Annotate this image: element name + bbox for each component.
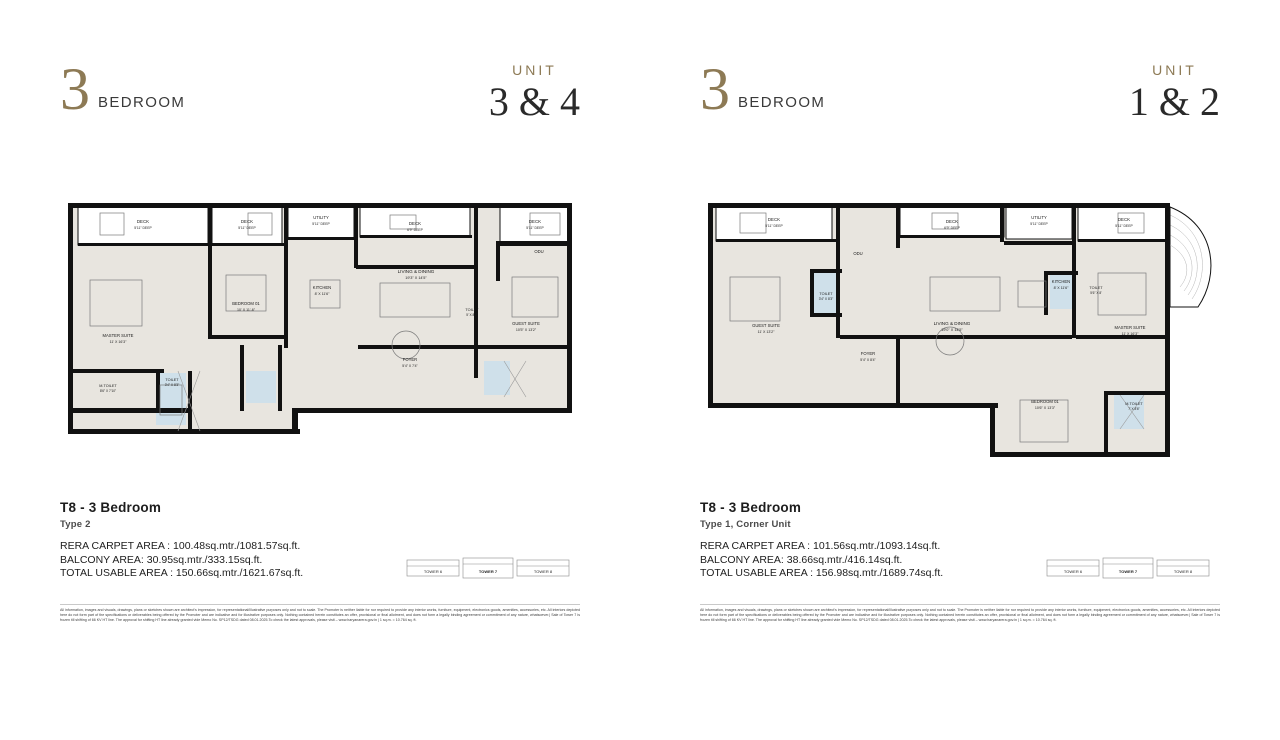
svg-text:FOYER: FOYER	[402, 357, 418, 362]
svg-text:11' X 16'3": 11' X 16'3"	[1121, 332, 1139, 336]
svg-text:5' X 8'3": 5' X 8'3"	[466, 313, 478, 317]
svg-text:5'11" DEEP: 5'11" DEEP	[134, 226, 152, 230]
svg-text:7' X 8'6": 7' X 8'6"	[1128, 407, 1140, 411]
svg-text:3'4" X 8'3": 3'4" X 8'3"	[164, 383, 180, 387]
bedroom-heading	[700, 56, 826, 122]
svg-text:UTILITY: UTILITY	[1031, 215, 1047, 220]
header-right	[700, 56, 1220, 140]
svg-text:6'9" DEEP: 6'9" DEEP	[407, 228, 423, 232]
keyplan-tower-7: TOWER 7	[478, 569, 498, 574]
svg-text:DECK: DECK	[408, 221, 422, 226]
unit-heading	[489, 62, 580, 124]
keyplan-tower-6: TOWER 6	[423, 569, 443, 574]
svg-text:DECK: DECK	[767, 217, 781, 222]
unit-number: 3 & 4	[488, 79, 580, 124]
unit-label: UNIT	[1152, 62, 1197, 78]
svg-text:M.TOILET: M.TOILET	[99, 384, 117, 388]
unit-label: UNIT	[512, 62, 557, 78]
svg-text:ODU: ODU	[853, 251, 863, 256]
svg-text:DECK: DECK	[240, 219, 254, 224]
svg-text:GUEST SUITE: GUEST SUITE	[512, 321, 540, 326]
svg-text:5'11" DEEP: 5'11" DEEP	[526, 226, 544, 230]
svg-text:BEDROOM 01: BEDROOM 01	[1031, 399, 1059, 404]
svg-text:10'5" X 13'2": 10'5" X 13'2"	[515, 328, 537, 332]
divider-right	[700, 604, 1220, 605]
svg-text:DECK: DECK	[1117, 217, 1131, 222]
svg-text:5'11" DEEP: 5'11" DEEP	[312, 222, 330, 226]
bedroom-label: BEDROOM	[738, 94, 826, 111]
keyplan-tower-6: TOWER 6	[1063, 569, 1083, 574]
keyplan-tower-8: TOWER 8	[1173, 569, 1193, 574]
disclaimer-right: All information, images and visuals, drawings, plans or sketches shown are architect's impression, for representational/illustrative purposes only and not to scale. The Promoter is neither liable for nor required to provide any interior works, furniture, equipment, electronics goods, amenities, accessories, etc. All interiors depicted here do not form part of the specifications or deliverables being offered by the Promoter and are indicative and for illustrative purposes only. Nothing contained herein constitutes an offer, provisional or final allotment, and does not form a legally binding agreement or commitment of any nature, whatsoever.| Sale of Tower 7 is frozen till shifting of 66 KV HT line. The approval for shifting HT line already granted vide Memo No. SP12/TSDG dated 08.01.2025.To check the latest approvals, please visit – www.haryanarera.gov.in | 1 sq.m. = 10.764 sq. ft.	[700, 608, 1220, 623]
svg-text:TOILET: TOILET	[819, 292, 833, 296]
svg-text:11' X 16'3": 11' X 16'3"	[109, 340, 127, 344]
disclaimer-left: All information, images and visuals, drawings, plans or sketches shown are architect's impression, for representational/illustrative purposes only and not to scale. The Promoter is neither liable for nor required to provide any interior works, furniture, equipment, electronics goods, amenities, accessories, etc. All interiors depicted here do not form part of the specifications or deliverables being offered by the Promoter and are indicative and for illustrative purposes only. Nothing contained herein constitutes an offer, provisional or final allotment, and does not form a legally binding agreement or commitment of any nature, whatsoever.| Sale of Tower 7 is frozen till shifting of 66 KV HT line. The approval for shifting HT line already granted vide Memo No. SP12/TSDG dated 08.01.2025.To check the latest approvals, please visit – www.haryanarera.gov.in | 1 sq.m. = 10.764 sq. ft.	[60, 608, 580, 623]
keyplan-tower-7: TOWER 7	[1118, 569, 1138, 574]
spec-balcony-area: BALCONY AREA: 38.66sq.mtr./416.14sq.ft.	[700, 553, 903, 566]
svg-text:KITCHEN: KITCHEN	[312, 285, 332, 290]
svg-text:TOILET: TOILET	[465, 308, 479, 312]
header-left	[60, 56, 580, 140]
svg-text:KITCHEN: KITCHEN	[1051, 279, 1071, 284]
svg-text:5'11" DEEP: 5'11" DEEP	[238, 226, 256, 230]
svg-text:8'6" X 7'10": 8'6" X 7'10"	[99, 389, 117, 393]
floorplan-drawing-right	[700, 185, 1220, 470]
key-plan-right	[1045, 552, 1220, 586]
svg-text:TOILET: TOILET	[165, 378, 179, 382]
spec-rera-area: RERA CARPET AREA : 101.56sq.mtr./1093.14sq.ft.	[700, 540, 941, 552]
svg-text:19'3" X 14'5": 19'3" X 14'5"	[405, 276, 427, 280]
svg-text:DECK: DECK	[136, 219, 150, 224]
spec-subtitle: Type 2	[60, 519, 91, 530]
svg-text:FOYER: FOYER	[860, 351, 876, 356]
bedroom-heading	[60, 56, 186, 122]
svg-text:8' X 11'6": 8' X 11'6"	[314, 292, 330, 296]
bedroom-count: 3	[60, 56, 90, 122]
spec-rera-area: RERA CARPET AREA : 100.48sq.mtr./1081.57sq.ft.	[60, 540, 301, 552]
svg-text:GUEST SUITE: GUEST SUITE	[752, 323, 780, 328]
svg-text:DECK: DECK	[528, 219, 542, 224]
svg-text:UTILITY: UTILITY	[313, 215, 329, 220]
spec-total-area: TOTAL USABLE AREA : 150.66sq.mtr./1621.67sq.ft.	[60, 567, 304, 579]
svg-text:LIVING & DINING: LIVING & DINING	[397, 269, 435, 274]
svg-text:5'11" DEEP: 5'11" DEEP	[765, 224, 783, 228]
svg-text:5'4" X 8'4": 5'4" X 8'4"	[860, 358, 876, 362]
svg-text:6'9" DEEP: 6'9" DEEP	[944, 226, 960, 230]
panel-unit-1-2	[640, 0, 1280, 740]
svg-text:11' X 13'2": 11' X 13'2"	[757, 330, 775, 334]
svg-text:10'6" X 13'3": 10'6" X 13'3"	[1034, 406, 1056, 410]
svg-text:19'0" X 14'5": 19'0" X 14'5"	[941, 328, 963, 332]
svg-text:8' X 11'6": 8' X 11'6"	[1053, 286, 1069, 290]
keyplan-tower-8: TOWER 8	[533, 569, 553, 574]
spec-title: T8 - 3 Bedroom	[60, 500, 162, 515]
svg-text:TOILET: TOILET	[1089, 286, 1103, 290]
bedroom-count: 3	[700, 56, 730, 122]
svg-text:LIVING & DINING: LIVING & DINING	[933, 321, 971, 326]
svg-text:ODU: ODU	[534, 249, 544, 254]
svg-text:DECK: DECK	[945, 219, 959, 224]
divider-left	[60, 604, 580, 605]
spec-total-area: TOTAL USABLE AREA : 156.98sq.mtr./1689.74sq.ft.	[700, 567, 944, 579]
svg-text:MASTER SUITE: MASTER SUITE	[1114, 325, 1146, 330]
svg-text:5'4" X 7'4": 5'4" X 7'4"	[402, 364, 418, 368]
svg-text:5'6" X 8': 5'6" X 8'	[1090, 291, 1102, 295]
unit-heading	[1129, 62, 1220, 124]
spec-title: T8 - 3 Bedroom	[700, 500, 802, 515]
key-plan-left	[405, 552, 580, 586]
svg-text:10' X 11'-6": 10' X 11'-6"	[237, 308, 255, 312]
svg-text:BEDROOM 01: BEDROOM 01	[232, 301, 260, 306]
spec-subtitle: Type 1, Corner Unit	[700, 519, 791, 530]
svg-text:5'11" DEEP: 5'11" DEEP	[1115, 224, 1133, 228]
floorplan-drawing-left	[60, 185, 580, 470]
bedroom-label: BEDROOM	[98, 94, 186, 111]
svg-text:5'11" DEEP: 5'11" DEEP	[1030, 222, 1048, 226]
svg-text:M.TOILET: M.TOILET	[1125, 402, 1143, 406]
unit-number: 1 & 2	[1128, 79, 1220, 124]
spec-balcony-area: BALCONY AREA: 30.95sq.mtr./333.15sq.ft.	[60, 553, 263, 566]
svg-text:MASTER SUITE: MASTER SUITE	[102, 333, 134, 338]
svg-text:3'4" X 8'3": 3'4" X 8'3"	[818, 297, 834, 301]
